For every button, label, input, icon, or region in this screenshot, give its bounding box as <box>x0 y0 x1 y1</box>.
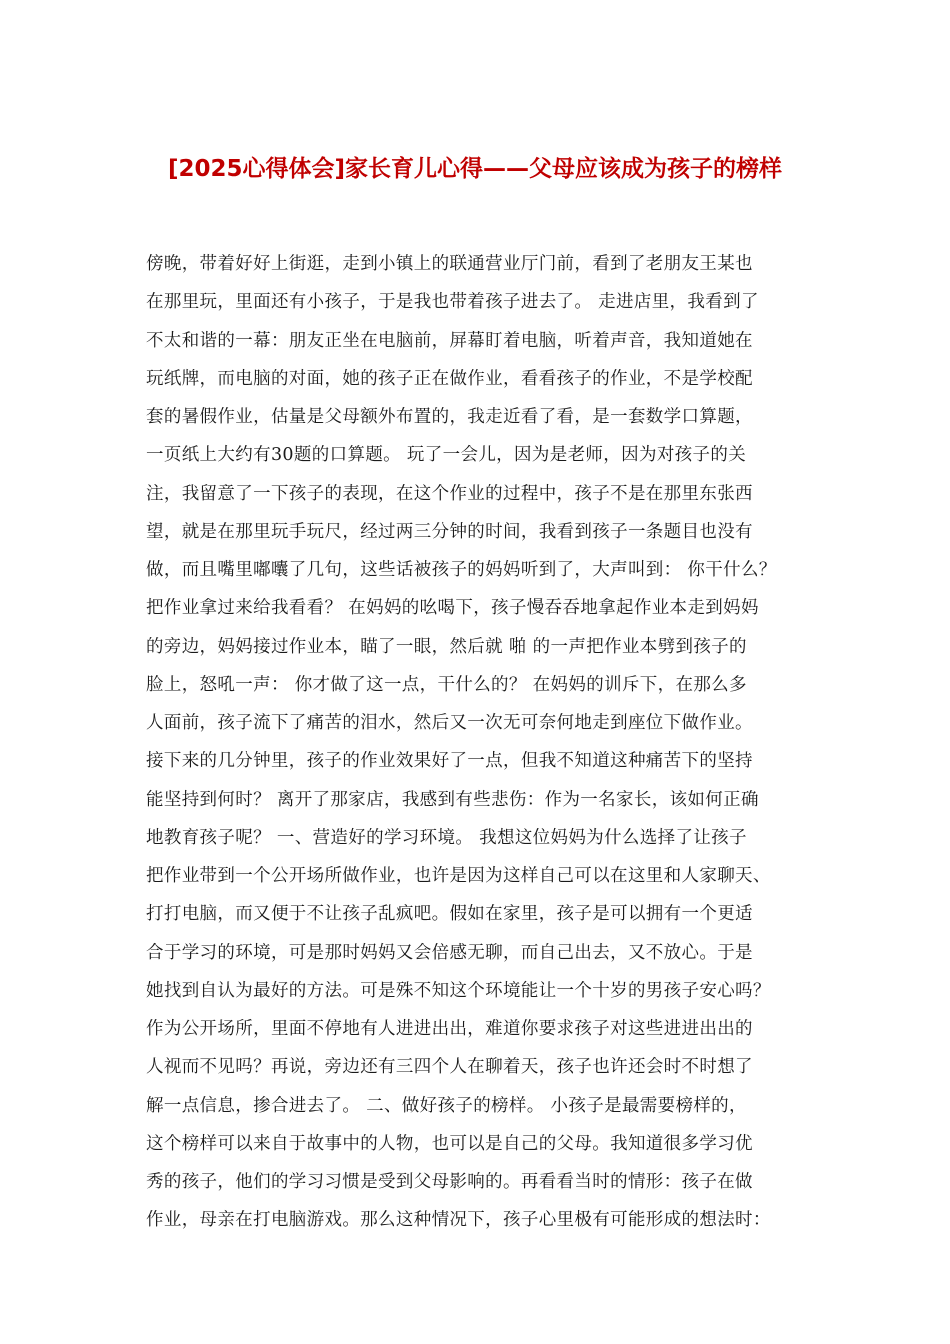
body-line: 的旁边，妈妈接过作业本，瞄了一眼，然后就 啪 的一声把作业本劈到孩子的 <box>146 636 747 657</box>
body-line: 能坚持到何时？ 离开了那家店，我感到有些悲伤：作为一名家长，该如何正确 <box>146 789 759 810</box>
body-line: 人视而不见吗？再说，旁边还有三四个人在聊着天，孩子也许还会时不时想了 <box>146 1057 753 1078</box>
body-line: 脸上，怒吼一声： 你才做了这一点，干什么的？ 在妈妈的训斥下，在那么多 <box>146 674 747 695</box>
body-line: 不太和谐的一幕：朋友正坐在电脑前，屏幕盯着电脑，听着声音，我知道她在 <box>146 330 753 351</box>
body-line: 合于学习的环境，可是那时妈妈又会倍感无聊，而自己出去，又不放心。于是 <box>146 942 753 963</box>
body-line: 地教育孩子呢？ 一、营造好的学习环境。 我想这位妈妈为什么选择了让孩子 <box>146 827 747 848</box>
document-body <box>146 245 846 1240</box>
body-line: 作为公开场所，里面不停地有人进进出出，难道你要求孩子对这些进进出出的 <box>146 1019 753 1039</box>
body-line: 一页纸上大约有30题的口算题。 玩了一会儿，因为是老师，因为对孩子的关 <box>146 445 747 466</box>
body-line: 在那里玩，里面还有小孩子，于是我也带着孩子进去了。 走进店里，我看到了 <box>146 292 759 313</box>
body-line: 解一点信息，掺合进去了。 二、做好孩子的榜样。 小孩子是最需要榜样的， <box>146 1095 747 1116</box>
body-line: 望，就是在那里玩手玩尺，经过两三分钟的时间，我看到孩子一条题目也没有 <box>146 521 753 542</box>
body-line: 把作业带到一个公开场所做作业，也许是因为这样自己可以在这里和人家聊天、 <box>146 866 771 886</box>
body-line: 这个榜样可以来自于故事中的人物，也可以是自己的父母。我知道很多学习优 <box>146 1133 753 1154</box>
body-line: 她找到自认为最好的方法。可是殊不知这个环境能让一个十岁的男孩子安心吗？ <box>146 980 771 1001</box>
body-line: 秀的孩子，他们的学习习惯是受到父母影响的。再看看当时的情形：孩子在做 <box>146 1172 753 1192</box>
body-line: 人面前，孩子流下了痛苦的泪水，然后又一次无可奈何地走到座位下做作业。 <box>146 713 753 733</box>
body-line: 作业，母亲在打电脑游戏。那么这种情况下，孩子心里极有可能形成的想法时： <box>146 1210 771 1231</box>
body-line: 做，而且嘴里嘟囔了几句，这些话被孩子的妈妈听到了，大声叫到： 你干什么？ <box>146 560 777 580</box>
body-line: 把作业拿过来给我看看？ 在妈妈的吆喝下，孩子慢吞吞地拿起作业本走到妈妈 <box>146 598 759 619</box>
body-line: 注，我留意了一下孩子的表现，在这个作业的过程中，孩子不是在那里东张西 <box>146 483 753 504</box>
body-line: 套的暑假作业，估量是父母额外布置的，我走近看了看，是一套数学口算题， <box>146 407 753 427</box>
body-line: 接下来的几分钟里，孩子的作业效果好了一点，但我不知道这种痛苦下的坚持 <box>146 751 753 772</box>
body-line: 玩纸牌，而电脑的对面，她的孩子正在做作业，看看孩子的作业，不是学校配 <box>146 368 753 389</box>
body-line: 打打电脑，而又便于不让孩子乱疯吧。假如在家里，孩子是可以拥有一个更适 <box>146 904 753 925</box>
body-line: 傍晚，带着好好上街逛，走到小镇上的联通营业厅门前，看到了老朋友王某也 <box>146 254 753 274</box>
document-title: [2025心得体会]家长育儿心得——父母应该成为孩子的榜样 <box>167 156 783 182</box>
